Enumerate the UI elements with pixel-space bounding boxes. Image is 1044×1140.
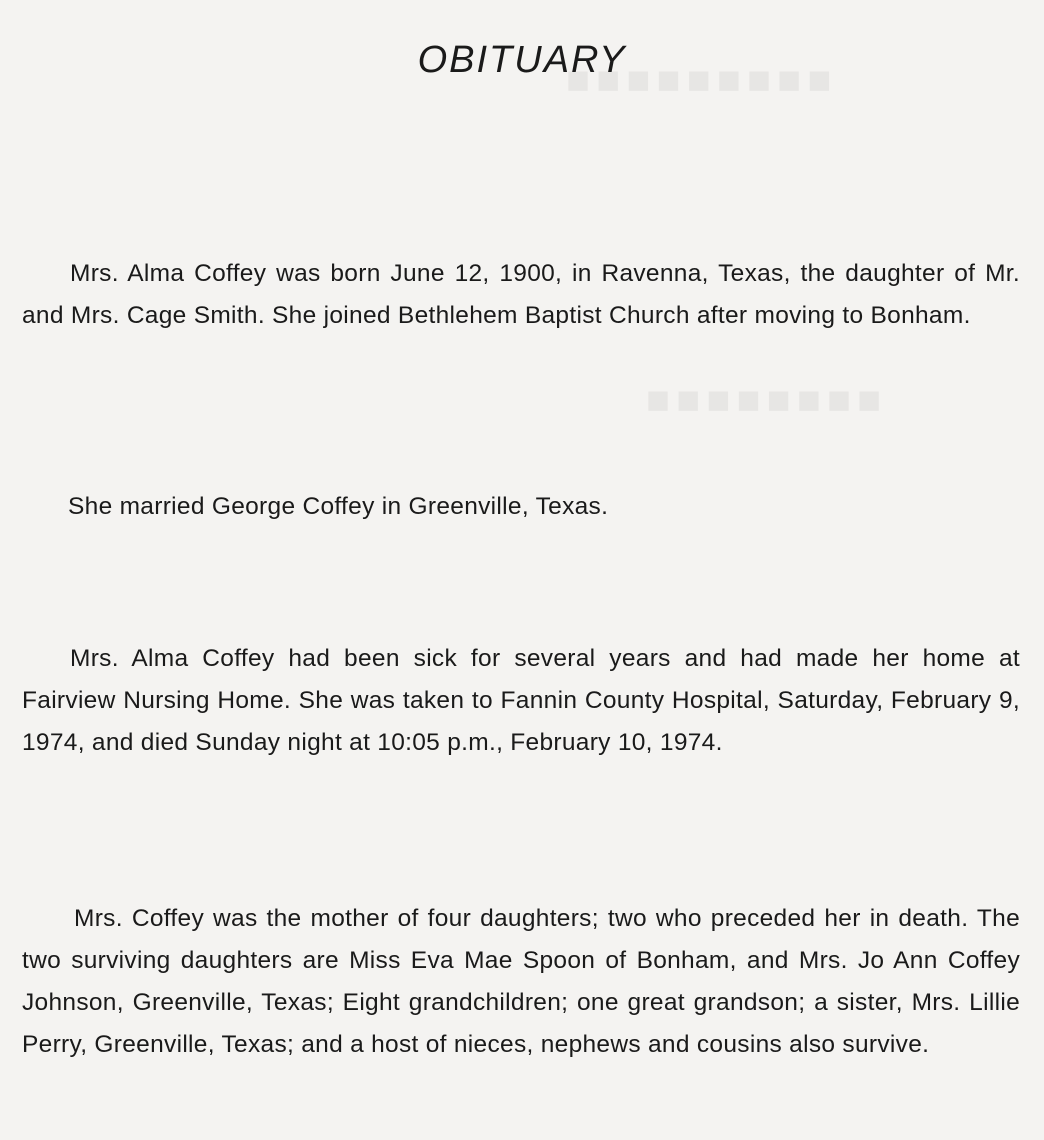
paragraph-birth: Mrs. Alma Coffey was born June 12, 1900, in Ravenna, Texas, the daughter of Mr. and Mrs. Cage Smith. She joined Bethlehem Baptist Church after moving to Bonham. [22, 259, 1020, 329]
paragraph-survivors: Mrs. Coffey was the mother of four daughters; two who preceded her in death. The two surviving daughters are Miss Eva Mae Spoon of Bonham, and Mrs. Jo Ann Coffey Johnson, Greenville, Texas; Eight grandchildren; one great grandson; a sister, Mrs. Lillie Perry, Greenville, Texas; and a host of nieces, nephews and cousins also survive. [22, 904, 1020, 1058]
paragraph-marriage: She married George Coffey in Greenville, Texas. [68, 492, 609, 520]
bleed-through-decoration: ■■■■■■■■■ [560, 58, 832, 102]
page-title: OBITUARY [417, 39, 627, 82]
bleed-through-decoration: ■■■■■■■■ [640, 378, 882, 422]
paragraph-death: Mrs. Alma Coffey had been sick for several years and had made her home at Fairview Nursing Home. She was taken to Fannin County Hospital, Saturday, February 9, 1974, and died Sunday night at 10:05 p.m., February 10, 1974. [22, 644, 1020, 756]
